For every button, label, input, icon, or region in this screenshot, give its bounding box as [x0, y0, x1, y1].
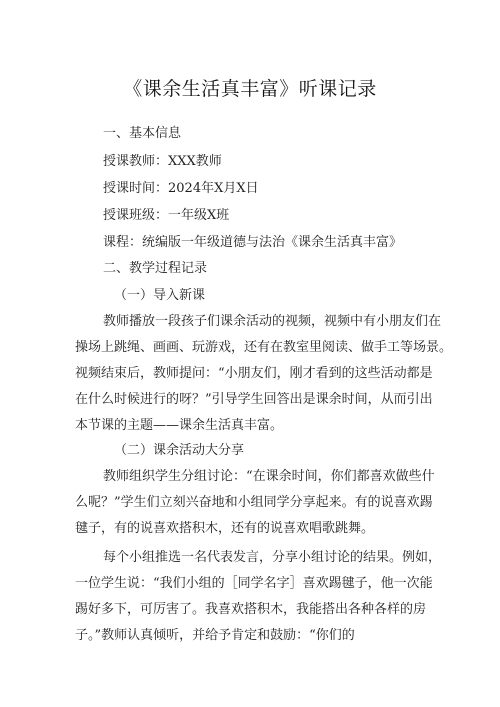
- paragraph-line: 一位学生说：“我们小组的［同学名字］喜欢踢毽子，他一次能: [75, 576, 433, 591]
- time-info: 授课时间：2024年X月X日: [103, 181, 259, 196]
- paragraph-line: 子。”教师认真倾听，并给予肯定和鼓励：“你们的: [75, 628, 355, 643]
- paragraph-line: 教师组织学生分组讨论：“在课余时间，你们都喜欢做些什: [103, 469, 435, 484]
- subsection-heading-sharing: （二）课余活动大分享: [114, 443, 245, 458]
- paragraph-line: 操场上跳绳、画画、玩游戏，还有在教室里阅读、做手工等场景。: [75, 340, 453, 355]
- paragraph-line: 踢好多下，可厉害了。我喜欢搭积木，我能搭出各种各样的房: [75, 602, 427, 617]
- paragraph-line: 么呢？”学生们立刻兴奋地和小组同学分享起来。有的说喜欢踢: [75, 495, 433, 510]
- subsection-heading-intro: （一）导入新课: [114, 288, 206, 303]
- course-info: 课程：统编版一年级道德与法治《课余生活真丰富》: [103, 235, 403, 250]
- paragraph-line: 视频结束后，教师提问：“小朋友们，刚才看到的这些活动都是: [75, 366, 433, 381]
- section-heading-process: 二、教学过程记录: [103, 261, 208, 276]
- paragraph-line: 教师播放一段孩子们课余活动的视频，视频中有小朋友们在: [103, 314, 442, 329]
- class-info: 授课班级：一年级X班: [103, 208, 230, 223]
- paragraph-line: 毽子，有的说喜欢搭积木，还有的说喜欢唱歌跳舞。: [75, 521, 375, 536]
- section-heading-basic-info: 一、基本信息: [103, 126, 182, 141]
- document-title: 《课余生活真丰富》听课记录: [123, 78, 377, 100]
- paragraph-line: 每个小组推选一名代表发言，分享小组讨论的结果。例如，: [103, 550, 442, 565]
- teacher-info: 授课教师：XXX教师: [103, 154, 222, 169]
- paragraph-line: 在什么时候进行的呀？”引导学生回答出是课余时间，从而引出: [75, 392, 433, 407]
- paragraph-line: 本节课的主题——课余生活真丰富。: [75, 418, 284, 433]
